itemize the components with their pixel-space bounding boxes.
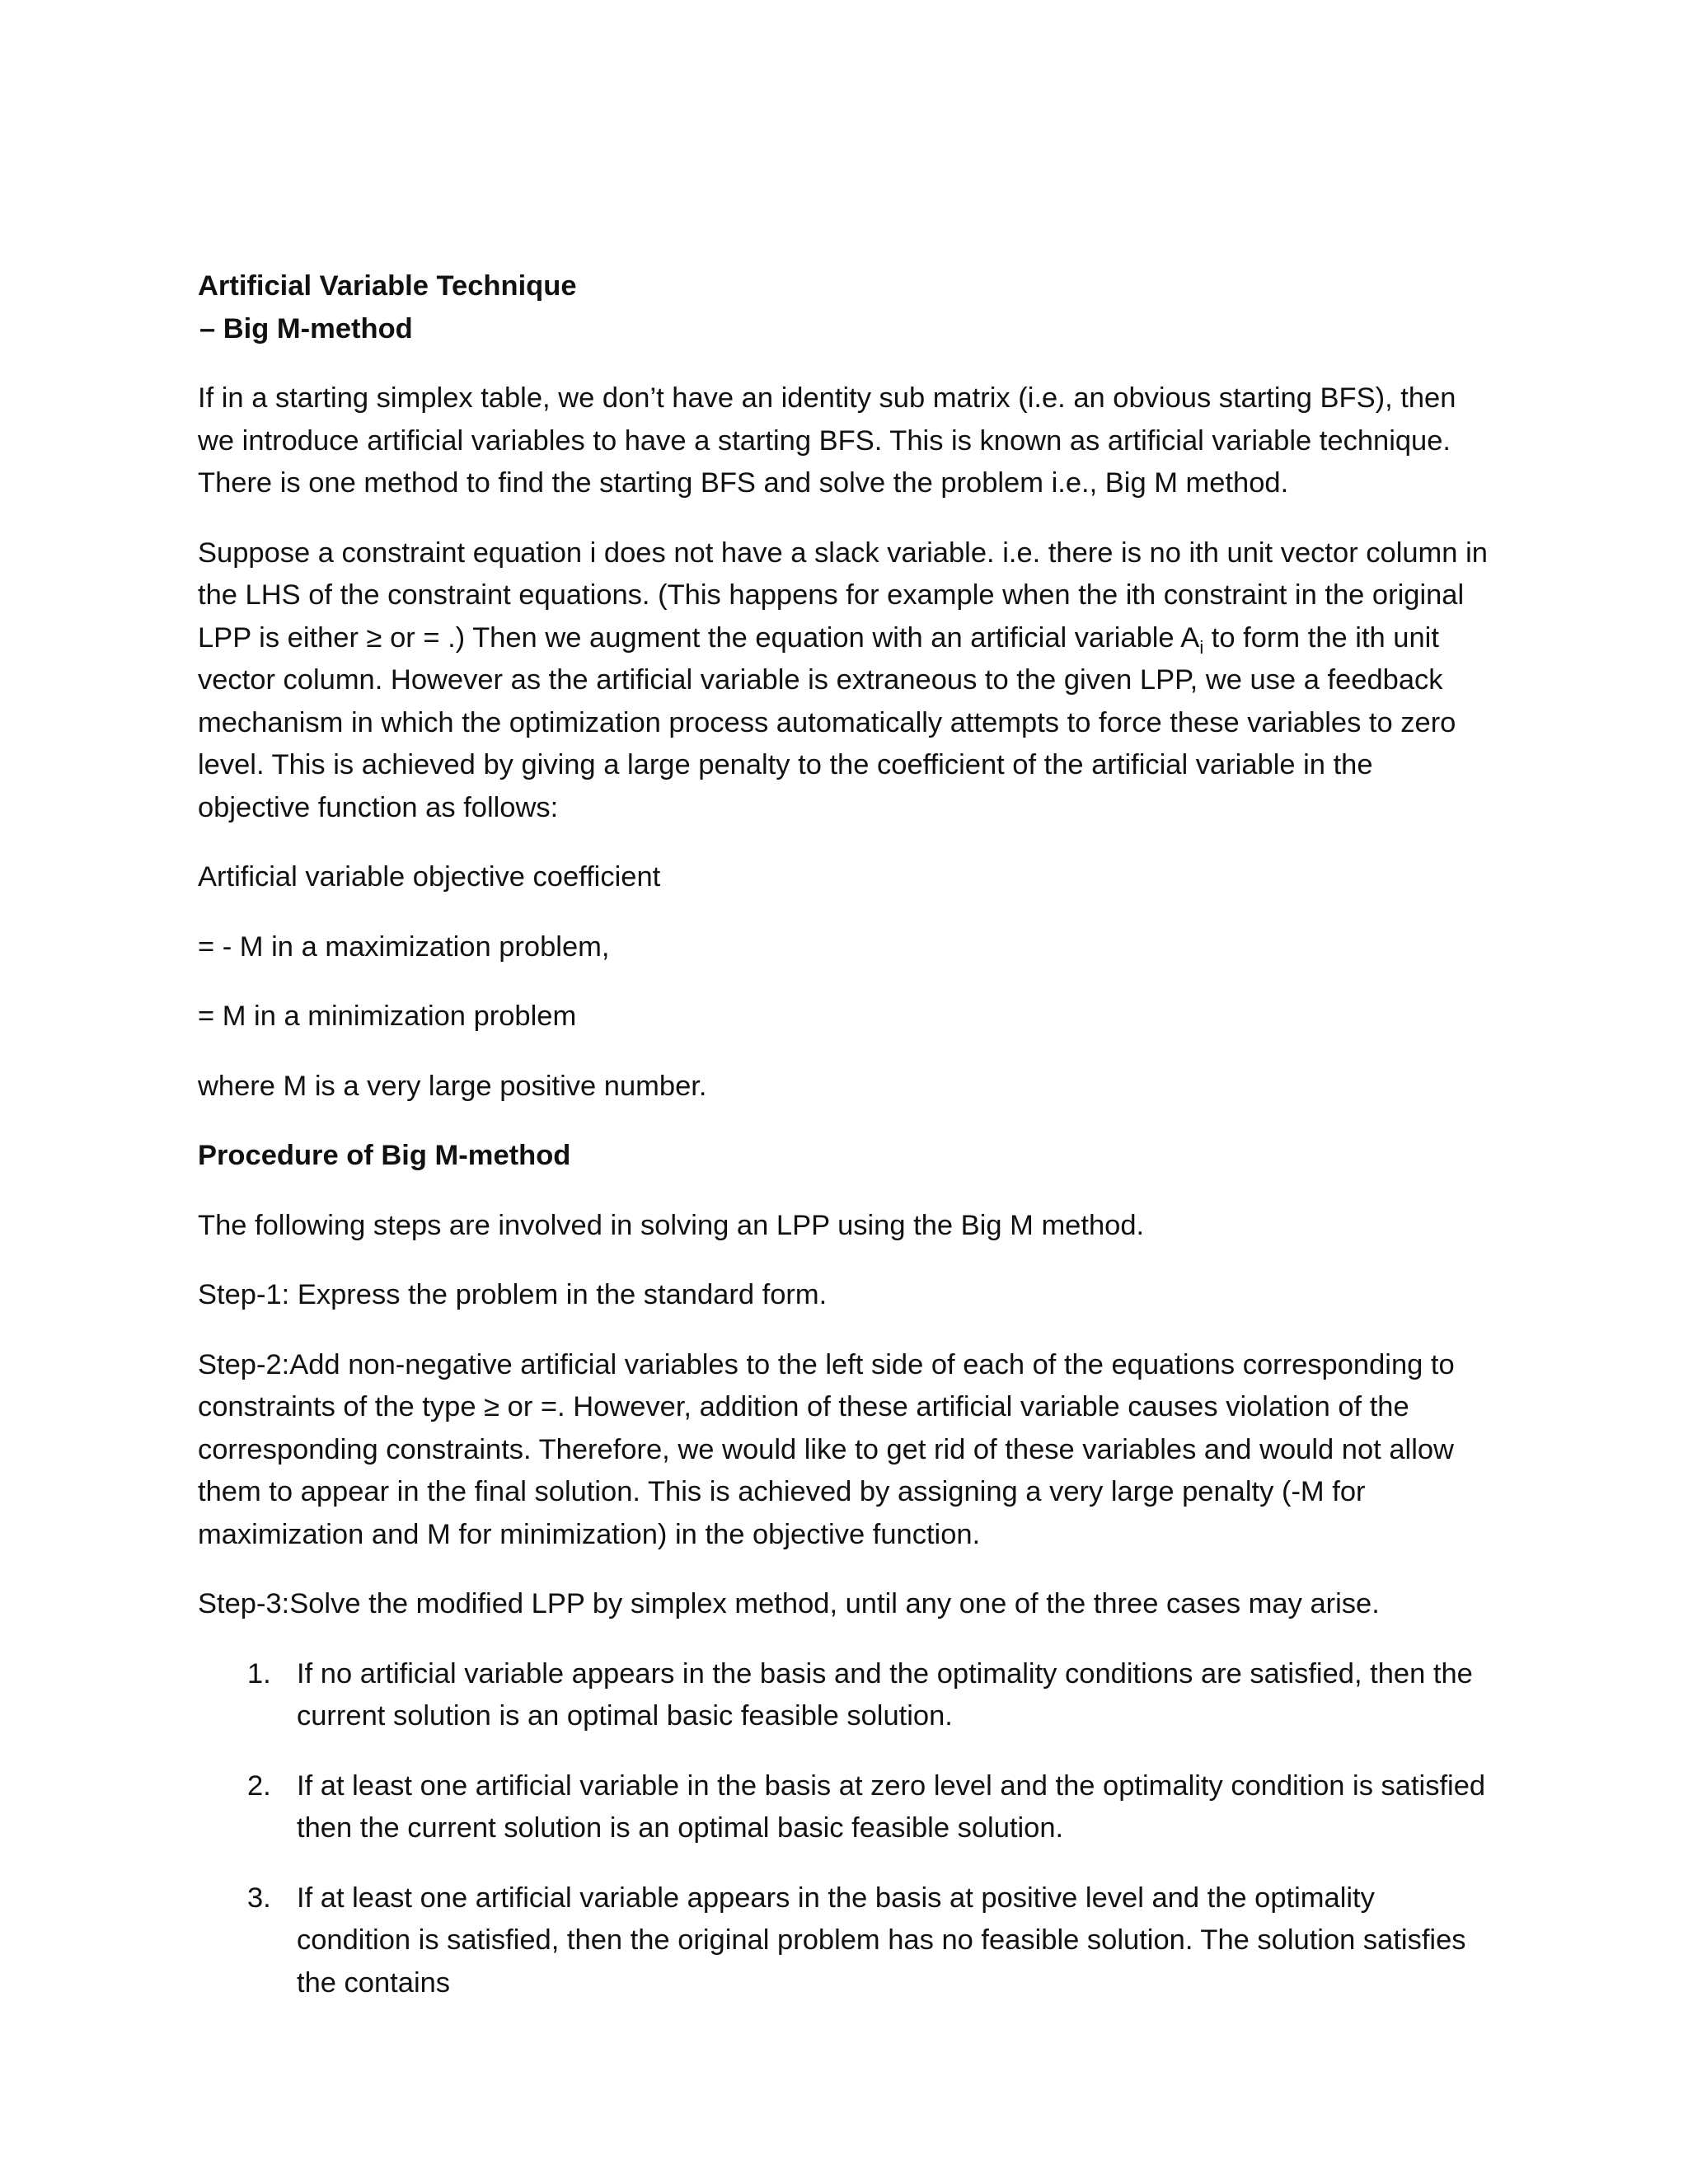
paragraph-text-after: to form the ith unit vector column. However as the artificial variable is extraneous to the given LPP, we use a feedback mechanism in which the optimization process automatically attempts to force these variables to zero level. This is achieved by giving a large penalty to the coefficient of the artificial variable in the objective function as follows: — [198, 621, 1456, 823]
document-heading: Artificial Variable Technique — [198, 270, 577, 302]
step-3: Step-3:Solve the modified LPP by simplex method, until any one of the three cases may arise. — [198, 1588, 1380, 1619]
document-subheading: – Big M-method — [199, 312, 413, 344]
list-number: 1. — [247, 1657, 271, 1690]
list-item-text: If no artificial variable appears in the basis and the optimality conditions are satisfied, then the current solution is an optimal basic feasible solution. — [297, 1657, 1473, 1732]
maximization-line: = - M in a maximization problem, — [198, 930, 610, 963]
list-item-text: If at least one artificial variable appears in the basis at positive level and the optimality condition is satisfied, then the original problem has no feasible solution. The solution satisfies the contains — [297, 1882, 1466, 1999]
document-content — [198, 265, 1492, 2032]
list-item-text: If at least one artificial variable in the basis at zero level and the optimality condition is satisfied then the current solution is an optimal basic feasible solution. — [297, 1769, 1486, 1844]
procedure-heading: Procedure of Big M-method — [198, 1140, 571, 1171]
list-item — [198, 1653, 1492, 1738]
coefficient-line: Artificial variable objective coefficient — [198, 861, 661, 893]
list-number: 2. — [247, 1769, 271, 1802]
paragraph-text-before: Suppose a constraint equation i does not have a slack variable. i.e. there is no ith unit vector column in the LHS of the constraint equations. (This happens for example when the ith constraint in the original LPP is either ≥ or = .) Then we augment the equation with an artificial variable A — [198, 537, 1488, 654]
list-number: 3. — [247, 1882, 271, 1914]
step-1: Step-1: Express the problem in the standard form. — [198, 1279, 828, 1310]
steps-intro: The following steps are involved in solving an LPP using the Big M method. — [198, 1209, 1145, 1241]
minimization-line: = M in a minimization problem — [198, 1001, 577, 1032]
intro-paragraph: If in a starting simplex table, we don’t have an identity sub matrix (i.e. an obvious starting BFS), then we introduce artificial variables to have a starting BFS. This is known as artificial variable technique. There is one method to find the starting BFS and solve the problem i.e., Big M method. — [198, 382, 1456, 499]
subscript-i: i — [1199, 636, 1204, 658]
artificial-variable-paragraph — [198, 532, 1492, 830]
list-item — [198, 1877, 1492, 2005]
cases-list — [198, 1653, 1492, 2005]
list-item — [198, 1765, 1492, 1850]
where-line: where M is a very large positive number. — [198, 1070, 707, 1102]
step-2: Step-2:Add non-negative artificial variables to the left side of each of the equations corresponding to constraints of the type ≥ or =. However, addition of these artificial variable causes violation of the corresponding constraints. Therefore, we would like to get rid of these variables and would not allow them to appear in the final solution. This is achieved by assigning a very large penalty (-M for maximization and M for minimization) in the objective function. — [198, 1348, 1455, 1550]
